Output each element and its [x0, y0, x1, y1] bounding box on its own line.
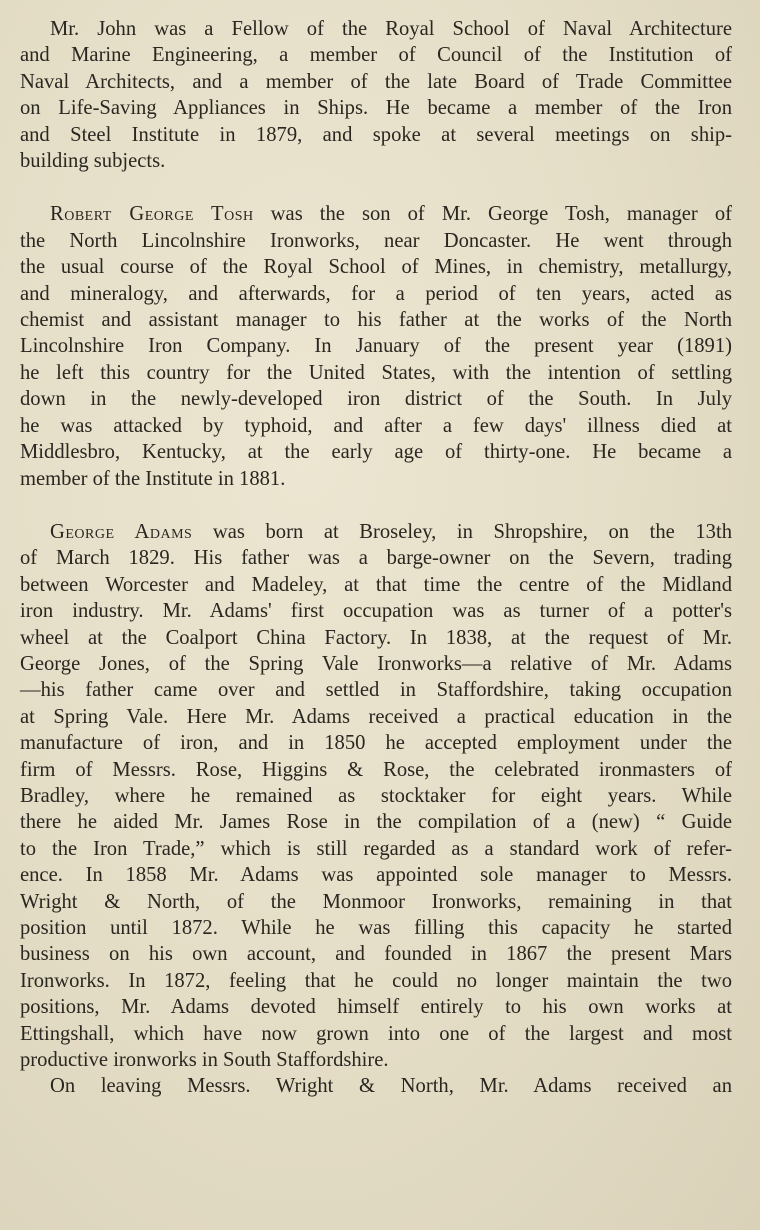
text-line: member of the Institute in 1881. [20, 467, 286, 490]
person-name: Robert George Tosh [50, 203, 254, 226]
page-text [20, 16, 732, 1100]
paragraph-adams-continued [20, 1073, 732, 1099]
text-line: on Life-Saving Appliances in Ships. He became a member of the Iron [20, 97, 732, 120]
text-line: George Jones, of the Spring Vale Ironworks—a relative of Mr. Adams [20, 652, 732, 675]
text-fragment: was born at Broseley, in Shropshire, on the 13th [192, 520, 732, 543]
text-line: business on his own account, and founded in 1867 the present Mars [20, 943, 732, 966]
text-line: and Marine Engineering, a member of Council of the Institution of [20, 44, 732, 67]
text-line: —his father came over and settled in Staffordshire, taking occupation [20, 679, 732, 702]
text-line: Mr. John was a Fellow of the Royal School of Naval Architecture [50, 18, 732, 40]
text-line: he was attacked by typhoid, and after a few days' illness died at [20, 414, 732, 437]
paragraph-adams [20, 519, 732, 1074]
paragraph-john [20, 16, 732, 174]
text-line: he left this country for the United States, with the intention of settling [20, 361, 732, 384]
text-line: and Steel Institute in 1879, and spoke at several meetings on ship- [20, 123, 732, 146]
text-line: at Spring Vale. Here Mr. Adams received a practical education in the [20, 705, 732, 728]
text-line: positions, Mr. Adams devoted himself entirely to his own works at [20, 996, 732, 1019]
text-line: Lincolnshire Iron Company. In January of the present year (1891) [20, 335, 732, 358]
text-line: On leaving Messrs. Wright & North, Mr. Adams received an [50, 1075, 732, 1098]
text-line: the North Lincolnshire Ironworks, near Doncaster. He went through [20, 229, 732, 252]
text-line: position until 1872. While he was filling this capacity he started [20, 917, 732, 939]
text-line: Wright & North, of the Monmoor Ironworks, remaining in that [20, 890, 732, 913]
text-line: iron industry. Mr. Adams' first occupation was as turner of a potter's [20, 600, 732, 623]
text-line [20, 201, 732, 227]
text-line: and mineralogy, and afterwards, for a period of ten years, acted as [20, 282, 732, 305]
text-line: Naval Architects, and a member of the late Board of Trade Committee [20, 70, 732, 93]
text-line: down in the newly-developed iron district of the South. In July [20, 388, 732, 411]
text-line: Middlesbro, Kentucky, at the early age of thirty-one. He became a [20, 441, 732, 464]
text-line: manufacture of iron, and in 1850 he accepted employment under the [20, 732, 732, 755]
text-line: ence. In 1858 Mr. Adams was appointed sole manager to Messrs. [20, 864, 732, 887]
paragraph-gap [20, 174, 732, 201]
text-line: there he aided Mr. James Rose in the compilation of a (new) “ Guide [20, 811, 732, 834]
text-line [20, 519, 732, 545]
person-name: George Adams [50, 520, 193, 543]
text-line: firm of Messrs. Rose, Higgins & Rose, the celebrated ironmasters of [20, 758, 732, 781]
text-line: Bradley, where he remained as stocktaker for eight years. While [20, 784, 732, 807]
text-fragment: was the son of Mr. George Tosh, manager of [253, 203, 732, 226]
text-line: the usual course of the Royal School of Mines, in chemistry, metallurgy, [20, 256, 732, 279]
text-line: productive ironworks in South Staffordshire. [20, 1049, 389, 1072]
text-line: chemist and assistant manager to his father at the works of the North [20, 309, 732, 332]
text-line: Ettingshall, which have now grown into one of the largest and most [20, 1022, 732, 1045]
text-line: building subjects. [20, 150, 166, 173]
text-line: to the Iron Trade,” which is still regarded as a standard work of refer- [20, 837, 732, 860]
text-line: of March 1829. His father was a barge-owner on the Severn, trading [20, 547, 732, 570]
paragraph-tosh [20, 201, 732, 491]
text-line: wheel at the Coalport China Factory. In 1838, at the request of Mr. [20, 626, 732, 649]
text-line: Ironworks. In 1872, feeling that he could no longer maintain the two [20, 969, 732, 992]
text-line: between Worcester and Madeley, at that time the centre of the Midland [20, 573, 732, 596]
paragraph-gap [20, 492, 732, 519]
